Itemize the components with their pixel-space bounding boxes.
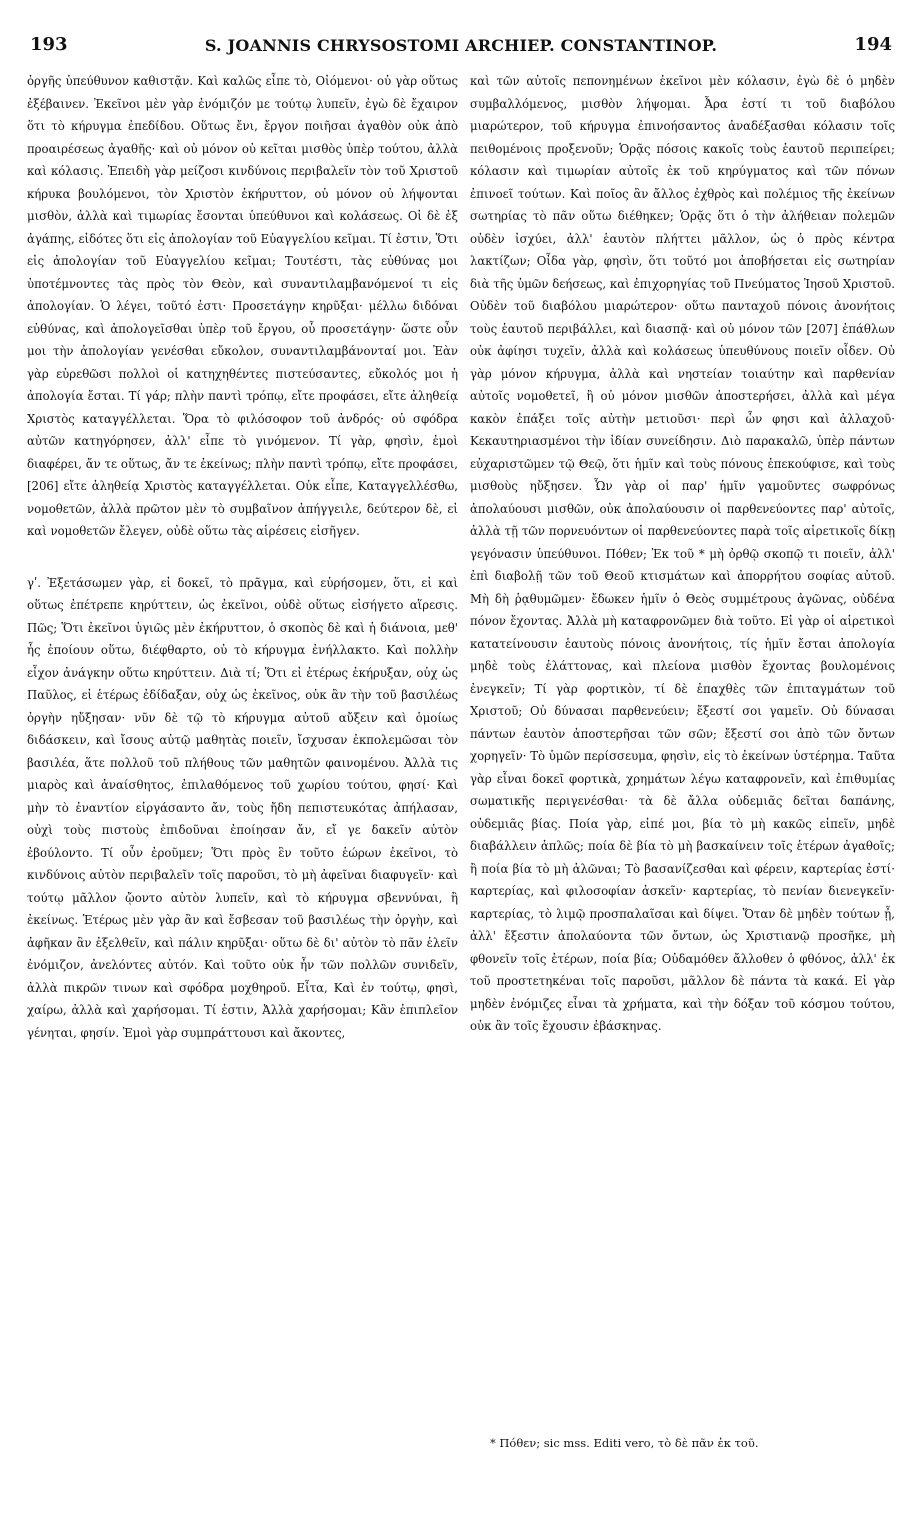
left-page-number: 193 — [30, 34, 68, 55]
footnote: * Πόθεν; sic mss. Editi vero, τὸ δὲ πᾶν ἐκ τοῦ. — [490, 1436, 759, 1450]
left-column — [27, 70, 458, 1044]
right-column — [470, 70, 895, 1038]
left-paragraph-1: ὀργῆς ὑπεύθυνον καθιστᾷν. Καὶ καλῶς εἶπε τὸ, Οἰόμενοι· οὐ γὰρ οὕτως ἐξέβαινεν. Ἐκεῖνοι μὲν γὰρ ἐνόμιζόν με τούτῳ λυπεῖν, ἐγὼ δὲ ἔχαιρον ὅτι τὸ κήρυγμα ἐπεδίδου. Οὕτως ἔνι, ἔργον ποιῆσαι ἀγαθὸν οὐκ ἀπὸ προαιρέσεως ἀγαθῆς· καὶ οὐ μόνον οὐ κεῖται μισθὸς ὑπὲρ τούτου, ἀλλὰ καὶ κόλασις. Ἐπειδὴ γὰρ μείζοσι κινδύνοις περιβαλεῖν τὸν τοῦ Χριστοῦ κήρυκα βουλόμενοι, τὸν Χριστὸν ἐκήρυττον, οὐ μόνον οὐ λήψονται μισθὸν, ἀλλὰ καὶ τιμωρίας ἔσονται ὑπεύθυνοι καὶ κολάσεως. Οἱ δὲ ἐξ ἀγάπης, εἰδότες ὅτι εἰς ἀπολογίαν τοῦ Εὐαγγελίου κεῖμαι. Τί ἐστιν, Ὅτι εἰς ἀπολογίαν τοῦ Εὐαγγελίου κεῖμαι; Τουτέστι, τὰς εὐθύνας μοι ὑποτέμνοντες τὰς πρὸς τὸν Θεὸν, καὶ συναντιλαμβανόμενοί τι εἰς ἀπολογίαν. Ὁ λέγει, τοῦτό ἐστι· Προσετάγην κηρῦξαι· μέλλω διδόναι εὐθύνας, καὶ ἀπολογεῖσθαι ὑπὲρ τοῦ ἔργου, οὗ προσετάγην· ὥστε οὖν μοι τὴν ἀπολογίαν γενέσθαι εὔκολον, συναντιλαμβάνονταί μοι. Ἐὰν γὰρ εὑρεθῶσι πολλοὶ οἱ κατηχηθέντες πιστεύσαντες, εὔκολός μοι ἡ ἀπολογία ἔσται. Τί γάρ; πλὴν παντὶ τρόπῳ, εἴτε προφάσει, εἴτε ἀληθείᾳ Χριστὸς καταγγέλλεται. Ὅρα τὸ φιλόσοφον τοῦ ἀνδρός· οὐ σφόδρα αὐτῶν κατηγόρησεν, ἀλλ' εἶπε τὸ γινόμενον. Τί γὰρ, φησὶν, ἐμοὶ διαφέρει, ἄν τε οὕτως, ἄν τε ἐκείνως; πλὴν παντὶ τρόπῳ, εἴτε προφάσει, [206] εἴτε ἀληθείᾳ Χριστὸς καταγγέλλεται. Οὐκ εἶπε, Καταγγελλέσθω, νομοθετῶν, ἀλλὰ πρῶτον μὲν τὸ συμβαῖνον ἀπήγγειλε, δεύτερον δὲ, εἰ καὶ νομοθετῶν ἔλεγεν, οὐδὲ οὕτω τὰς αἱρέσεις εἰσῆγεν. — [27, 74, 458, 538]
right-page-number: 194 — [854, 34, 892, 55]
left-paragraph-2: γʹ. Ἐξετάσωμεν γὰρ, εἰ δοκεῖ, τὸ πρᾶγμα, καὶ εὑρήσομεν, ὅτι, εἰ καὶ οὕτως ἐπέτρεπε κηρύττειν, ὡς ἐκεῖνοι, οὐδὲ οὕτως εἰσήγετο αἵρεσις. Πῶς; Ὅτι ἐκεῖνοι ὑγιῶς μὲν ἐκήρυττον, ὁ σκοπὸς δὲ καὶ ἡ διάνοια, μεθ' ἧς ἐποίουν οὕτω, διέφθαρτο, οὐ τὸ κήρυγμα ἐνήλλακτο. Καὶ πολλὴν εἶχον ἀνάγκην οὕτω κηρύττειν. Διὰ τί; Ὅτι εἰ ἑτέρως ἐκήρυξαν, οὐχ ὡς Παῦλος, εἰ ἑτέρως ἐδίδαξαν, οὐχ ὡς ἐκεῖνος, οὐκ ἂν τὴν τοῦ βασιλέως ὀργὴν ηὔξησαν· νῦν δὲ τῷ τὸ κήρυγμα αὐτοῦ αὔξειν καὶ ὁμοίως διδάσκειν, καὶ ἴσους αὐτῷ μαθητὰς ποιεῖν, ἴσχυσαν ἐκπολεμῶσαι τὸν βασιλέα, ἅτε πολλοῦ τοῦ πλήθους τῶν μαθητῶν φαινομένου. Ἀλλὰ τις μιαρὸς καὶ ἀναίσθητος, ἐπιλαθόμενος τοῦ χωρίου τούτου, φησί· Καὶ μὴν τὸ ἐναντίον εἰργάσαντο ἄν, τοὺς ἤδη πεπιστευκότας ἀπήλασαν, οὐχὶ τοὺς πιστοὺς ἐπιδοῦναι ἐποίησαν ἄν, εἴ γε δακεῖν αὐτὸν ἐβούλοντο. Τί οὖν ἐροῦμεν; Ὅτι πρὸς ἓν τοῦτο ἑώρων ἐκεῖνοι, τὸ κινδύνοις αὐτὸν περιβαλεῖν τοῖς παροῦσι, τὸ μὴ ἀφεῖναι διαφυγεῖν· καὶ τούτῳ μᾶλλον ᾤοντο αὐτὸν λυπεῖν, καὶ τὸ κήρυγμα σβεννύναι, ἢ ἐκείνως. Ἑτέρως μὲν γὰρ ἂν καὶ ἔσβεσαν τοῦ βασιλέως τὴν ὀργὴν, καὶ ἀφῆκαν ἂν ἐξελθεῖν, καὶ πάλιν κηρῦξαι· οὕτω δὲ δι' αὐτὸν τὸ πᾶν ἑλεῖν ἐνόμιζον, ἀνελόντες αὐτόν. Καὶ τοῦτο οὐκ ἦν τῶν πολλῶν συνιδεῖν, ἀλλὰ πικρῶν τινων καὶ σφόδρα μοχθηροῦ. Εἶτα, Καὶ ἐν τούτῳ, φησὶ, χαίρω, ἀλλὰ καὶ χαρήσομαι. Τί ἐστιν, Ἀλλὰ χαρήσομαι; Κἂν ἐπιπλεῖον γένηται, φησίν. Ἐμοὶ γὰρ συμπράττουσι καὶ ἄκοντες, — [27, 575, 458, 1040]
right-paragraph-1: καὶ τῶν αὐτοῖς πεπονημένων ἐκεῖνοι μὲν κόλασιν, ἐγὼ δὲ ὁ μηδὲν συμβαλλόμενος, μισθὸν λήψομαι. Ἆρα ἐστί τι τοῦ διαβόλου μιαρώτερον, τοῦ κήρυγμα ἐπινοήσαντος ἀναδέξασθαι κόλασιν τοῖς πειθομένοις προξενοῦν; Ὁρᾷς πόσοις κακοῖς τοὺς ἑαυτοῦ περιπείρει; κόλασιν καὶ τιμωρίαν αὐτοῖς ἐκ τοῦ κηρύγματος καὶ τῶν πόνων ἐπινοεῖ τούτων. Καὶ ποῖος ἂν ἄλλος ἐχθρὸς καὶ πολέμιος τῆς ἐκείνων σωτηρίας τὸ πᾶν οὕτω διέθηκεν; Ὁρᾷς ὅτι ὁ τὴν ἀλήθειαν πολεμῶν οὐδὲν ἰσχύει, ἀλλ' ἑαυτὸν πλήττει μᾶλλον, ὡς ὁ πρὸς κέντρα λακτίζων; Οἶδα γὰρ, φησὶν, ὅτι τοῦτό μοι ἀποβήσεται εἰς σωτηρίαν διὰ τῆς ὑμῶν δεήσεως, καὶ ἐπιχορηγίας τοῦ Πνεύματος Ἰησοῦ Χριστοῦ. Οὐδὲν τοῦ διαβόλου μιαρώτερον· οὕτω πανταχοῦ πόνοις ἀνονήτοις τοὺς ἑαυτοῦ περιβάλλει, καὶ διασπᾷ· καὶ οὐ μόνον τῶν [207] ἐπάθλων οὐκ ἀφίησι τυχεῖν, ἀλλὰ καὶ κολάσεως ὑπευθύνους ποιεῖν οἶδεν. Οὐ γὰρ μόνον κήρυγμα, ἀλλὰ καὶ νηστείαν τοιαύτην καὶ παρθενίαν αὐτοῖς νομοθετεῖ, ἢ οὐ μόνον μισθῶν ἀποστερήσει, ἀλλὰ καὶ μέγα κακὸν ἐπάξει τοῖς αὐτὴν μετιοῦσι· περὶ ὧν φησι καὶ ἀλλαχοῦ· Κεκαυτηριασμένοι τὴν ἰδίαν συνείδησιν. Διὸ παρακαλῶ, ὑπὲρ πάντων εὐχαριστῶμεν τῷ Θεῷ, ὅτι ἡμῖν καὶ τοὺς πόνους ἐπεκούφισε, καὶ τοὺς μισθοὺς ηὔξησεν. Ὧν γὰρ οἱ παρ' ἡμῖν γαμοῦντες σωφρόνως ἀπολαύουσι μισθῶν, οὐκ ἀπολαύουσιν οἱ παρθενεύοντες παρ' αὐτοῖς, ἀλλὰ τῇ τῶν πορνευόντων οἱ παρθενεύοντες παρὰ τοῖς αἱρετικοῖς δίκῃ γεγόνασιν ὑπεύθυνοι. Πόθεν; Ἐκ τοῦ * μὴ ὀρθῷ σκοπῷ τι ποιεῖν, ἀλλ' ἐπὶ διαβολῇ τῶν τοῦ Θεοῦ κτισμάτων καὶ ἀπορρήτου σοφίας αὐτοῦ. Μὴ δὴ ῥᾳθυμῶμεν· ἔδωκεν ἡμῖν ὁ Θεὸς συμμέτρους ἀγῶνας, οὐδένα πόνον ἔχοντας. Ἀλλὰ μὴ καταφρονῶμεν διὰ τοῦτο. Εἰ γὰρ οἱ αἱρετικοὶ κατατείνουσιν ἑαυτοὺς πόνοις ἀνονήτοις, τίς ἡμῖν ἔσται ἀπολογία μηδὲ τοὺς ἐλάττονας, καὶ πλείονα μισθὸν ἔχοντας βουλομένοις ἐνεγκεῖν; Τί γὰρ φορτικὸν, τί δὲ ἐπαχθὲς τῶν ἐπιταγμάτων τοῦ Χριστοῦ; Οὐ δύνασαι παρθενεύειν; ἔξεστί σοι γαμεῖν. Οὐ δύνασαι πάντων ἑαυτὸν ἀποστερῆσαι τῶν σῶν; ἔξεστί σοι ἀπὸ τῶν ὄντων χορηγεῖν· Τὸ ὑμῶν περίσσευμα, φησὶν, εἰς τὸ ἐκείνων ὑστέρημα. Ταῦτα γὰρ εἶναι δοκεῖ φορτικὰ, χρημάτων λέγω καταφρονεῖν, καὶ ἐπιθυμίας σωματικῆς περιγενέσθαι· τὰ δὲ ἄλλα οὐδεμιᾶς δεῖται δαπάνης, οὐδεμιᾶς βίας. Ποία γὰρ, εἰπέ μοι, βία τὸ μὴ κακῶς εἰπεῖν, μηδὲ διαβάλλειν ἁπλῶς; ποία δὲ βία τὸ μὴ βασκαίνειν τοῖς ἑτέρων ἀγαθοῖς; ἢ ποία βία τὸ μὴ ἁλῶναι; Τὸ βασανίζεσθαι καὶ φέρειν, καρτερίας ἐστί· καρτερίας, καὶ φιλοσοφίαν ἀσκεῖν· καρτερίας, τὸ πενίαν διενεγκεῖν· καρτερίας, τὸ λιμῷ προσπαλαῖσαι καὶ δίψει. Ὅταν δὲ μηδὲν τούτων ᾖ, ἀλλ' ἔξεστιν ἀπολαύοντα τῶν ὄντων, ὡς Χριστιανῷ προσῆκε, μὴ φθονεῖν τοῖς ἑτέρων, ποία βία; Οὐδαμόθεν ἄλλοθεν ὁ φθόνος, ἀλλ' ἐκ τοῦ προστετηκέναι τοῖς παροῦσι, μᾶλλον δὲ πάντα τὰ κακά. Εἰ γὰρ μηδὲν ἐνόμιζες εἶναι τὰ χρήματα, καὶ τὴν δόξαν τοῦ κόσμου τούτου, οὐκ ἂν τοῖς ἔχουσιν ἐβάσκηνας. — [470, 74, 895, 1033]
page-header — [0, 34, 922, 62]
running-title: S. JOANNIS CHRYSOSTOMI ARCHIEP. CONSTANTINOP. — [204, 36, 718, 55]
